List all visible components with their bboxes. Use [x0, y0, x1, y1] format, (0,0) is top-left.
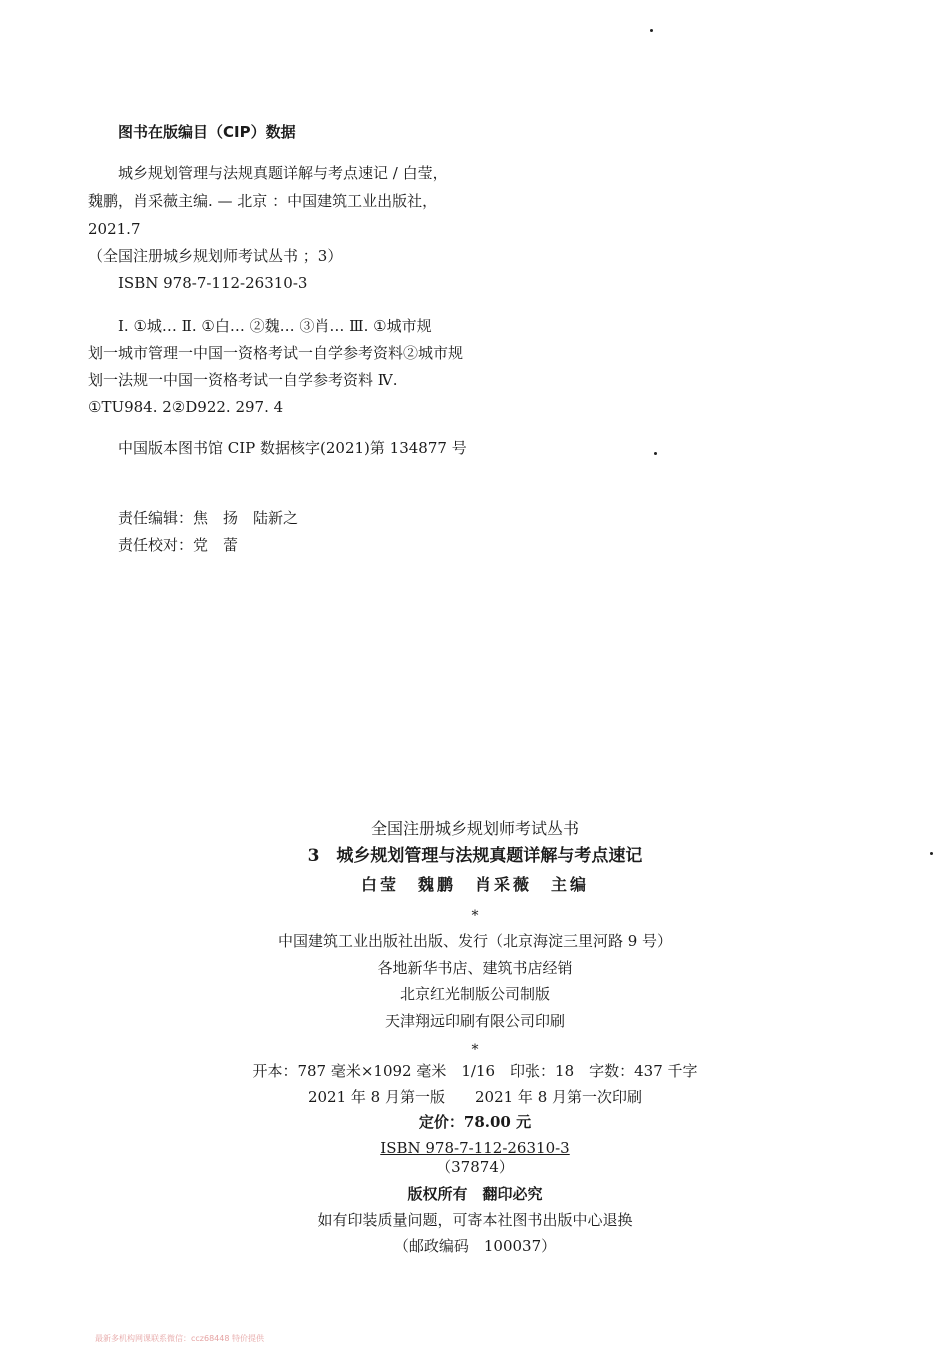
plate-maker-line: 北京红光制版公司制版	[399, 985, 550, 1003]
chief-editors: 白莹 魏鹏 肖采薇 主编	[360, 875, 589, 894]
responsible-editor: 责任编辑：焦 扬 陆新之	[118, 509, 299, 527]
cip-number: 中国版本图书馆 CIP 数据核字(2021)第 134877 号	[118, 439, 467, 457]
return-notice: 如有印装质量问题，可寄本社图书出版中心退换	[317, 1211, 633, 1229]
cip-classification-line: ①TU984. 2②D922. 297. 4	[88, 398, 284, 416]
cip-book-line: 城乡规划管理与法规真题详解与考点速记 / 白莹，	[118, 164, 448, 182]
price: 定价：78.00 元	[418, 1113, 532, 1131]
edition-info: 2021 年 8 月第一版 2021 年 8 月第一次印刷	[307, 1088, 643, 1106]
distributor-line: 各地新华书店、建筑书店经销	[377, 959, 573, 977]
book-code: （37874）	[436, 1158, 514, 1176]
book-specs: 开本：787 毫米×1092 毫米 1/16 印张：18 字数：437 千字	[252, 1062, 698, 1080]
watermark-text: 最新多机构网课联系微信：ccz68448 特价提供	[95, 1334, 264, 1343]
scan-speck	[654, 452, 657, 455]
cip-isbn-line: ISBN 978-7-112-26310-3	[118, 274, 308, 292]
separator-star: *	[471, 908, 479, 924]
publisher-line: 中国建筑工业出版社出版、发行（北京海淀三里河路 9 号）	[277, 932, 673, 950]
printer-line: 天津翔远印刷有限公司印刷	[384, 1012, 565, 1030]
series-name: 全国注册城乡规划师考试丛书	[370, 819, 579, 838]
scan-speck	[650, 29, 653, 32]
cip-classification-line: Ⅰ. ①城… Ⅱ. ①白… ②魏… ③肖… Ⅲ. ①城市规	[118, 317, 432, 335]
isbn: ISBN 978-7-112-26310-3	[380, 1139, 570, 1157]
cip-authors-line: 魏鹏，肖采薇主编. — 北京 ：中国建筑工业出版社，	[88, 192, 438, 210]
cip-classification-line: 划一法规一中国一资格考试一自学参考资料 Ⅳ.	[88, 371, 398, 389]
copyright-notice: 版权所有 翻印必究	[407, 1185, 543, 1203]
cip-date-line: 2021.7	[88, 220, 141, 238]
separator-star: *	[471, 1042, 479, 1058]
cip-series-line: （全国注册城乡规划师考试丛书 ；3）	[88, 247, 343, 265]
responsible-proofreader: 责任校对：党 蕾	[118, 536, 239, 554]
postcode: （邮政编码 100037）	[393, 1237, 557, 1255]
scan-speck	[930, 852, 933, 855]
cip-classification-line: 划一城市管理一中国一资格考试一自学参考资料②城市规	[88, 344, 464, 362]
book-title: 3 城乡规划管理与法规真题详解与考点速记	[307, 846, 643, 866]
cip-title: 图书在版编目（CIP）数据	[118, 123, 296, 141]
